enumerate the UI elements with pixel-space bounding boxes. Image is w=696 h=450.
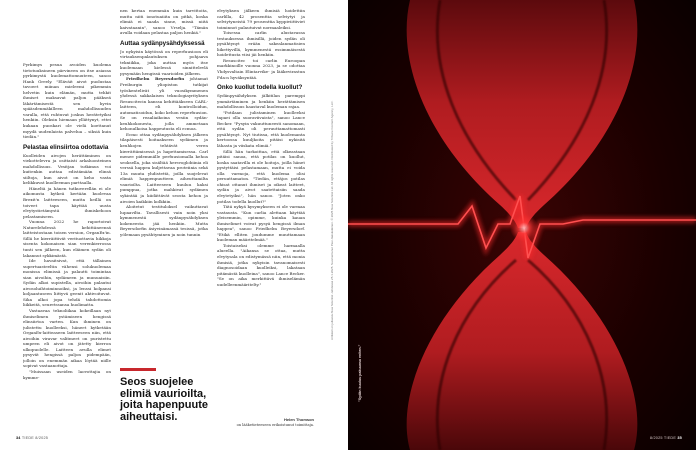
page-number: 34 (16, 436, 21, 440)
paragraph: Sillä hän tarkoittaa, että olkeastaan pitäisi sanoa, että potilas on kuollut, koska saatavilla ei ole hoitoja, joilla hänet pystyttäisi pelastamaan, mutta ei voida olla varmoja, että kuolema olisi peruuttamaton. "Tiedän, ettäjos potilas ohisat ottanut ihmiset ja oikeat laitteet, sydän ja aivot saatettaisiin saada elvytetyiksi", hän sanoo. "Joten onko potilas todella kuollut?" (217, 148, 305, 204)
right-page-photo (348, 0, 696, 450)
section-heading: Pelastaa elinsiirtoa odottavia (23, 143, 109, 151)
paragraph: Ecmo ottaa sydänpysähdyksen jälkeen tilapäisesti hoitaakseen sydämen ja keuhkojen tehtävät veren kierrättämisessä ja hapettamisessa. Carl menee pidemmälle perfuusiomalla kehoa seoksella, joka sisältää hersvoglobiinia eli verssä happea kuljettavaa proteiinia sekä 13a muuta yhdistettä, joilla suojelevat elimiä happenpuutteen aiheuttamilta vaurioilta. Laitteeseen kuuluu kaksi pumppua, jotka mahkivat sydämen sykintää ja kiidättävät seosta kehon ja aivoien kaikkiin kolkkiin. (120, 131, 208, 204)
text-column-2 (120, 8, 208, 308)
paragraph: Toisessa carlin alustavassa testauksessa ihmisillä, joiden sydän oli pysähtynyt erään sakealanmatisien liikettyvillä, kymmenestä essimmäisestä hoidettusta viisi jäi henkiin. (217, 30, 305, 58)
author-role: on lääketieteeseen erikoistunut toimittaja. (236, 422, 314, 427)
author-name: Helen Thomson (283, 417, 314, 422)
accent-bar (120, 368, 156, 371)
paragraph: elvytyksen jälkeen ihmisiä hoidettiin carlilla, 42 prosenttia selviytyi ja selviytyneistä 79 prosenttia kyppiviittiviet toiminnot palautuivat normaaleiksi. (217, 8, 305, 30)
paragraph: nen kertaa enemmän kuin tarvittoita, mutta niiti ionotuaiiita on pitkä, koska elimiä ei saada sinne, missä niitä kaivataanin", sanoo Vrselja. "Tämän avulla voidaan pelastaa paljon henkiä." (120, 8, 208, 36)
paragraph: "Potilaan julistaminen kuolleeksi tapaei olla suoraviivaista", sanoo Lance Becker. "Pysyin vakuuttuneesti sanomaan, että sydän oli peruuttamattomasti pysähtynyt. Nyt tiutissa, että kuolemanta kertoossa kuuljkoita pitäisi nykisitä lähasta ja viiskata elimiä." (217, 109, 305, 149)
paragraph: Häneltä ja hänen tutkuverellän ei ole aikomusta kytkeä kertään kuolevaa Brexit'n laitteeseen, mutta heillä on toiveet tapa käyttää uusta elvytystietämystä ihmiskehoon pelastamiseen. (23, 185, 111, 219)
paragraph: Aloitetut testituloksel vaikuttavat lupaavilta. Tavallisesti vain noin yksi kymmenestä sydänpysähdyksen kokeneesta jää henkiin. Mutta Beyersdorfin äsiyvinämassä tesissä, jotka yölemaan pysähtyminen ja noin tunnin (120, 204, 208, 237)
text-column-1 (23, 62, 111, 434)
section-heading: Onko kuollut todella kuollut? (217, 84, 303, 92)
page-number: 35 (677, 436, 682, 440)
center-glow (510, 214, 538, 242)
section-heading: Auttaa sydänpysähdyksessä (120, 39, 205, 47)
paragraph: Toistaiseksi olemme harmaalla alueella. "Aikansa se ottaa, mutta elvytysala on edistymässä niin, että monia ihmisiä, jotka nykyisin tavanomaisesti diagnosoidaan kuolleiksi, lakataan pitämästä kuolleina", sanoo Lance Becker. "Se on aika merkittävä ihmiselämän uudelleenmääritelty." (217, 242, 305, 287)
paragraph: Kuolleiden aivojen herättäminen on viekottelevra ja osittaisti arkaluonteinen mahdollisuus. Vesitjan tutkimus voi kuitenkin auttaa edistämään elinsä siiltoja, kun aivot on keho vasta kelikkuvat kuolleeman parttaalla. (23, 152, 111, 186)
paragraph: Ide havaitsivat, että tällainen supertuasteeltin vähensi solukuolemaa monissa elimissä ja palautti toimintaa sian aivoihin, sydämeen ja munuaisiin. Sydän alkoi supistella, aivoihin palautui aivosoluihtoiminnoiksi, ja lenssi kolpansi koljaantuseen liittyvä geenit aktivoituvat. Sika alkoi jopa tehdä tahdottomia liikkeitä, seuretssansa huolimatta. (23, 258, 111, 308)
gutter-credit (330, 100, 334, 340)
text-column-3 (217, 8, 305, 413)
person-name: Friedhelm Beyersdorfin (126, 76, 185, 82)
paragraph-text: johtamat Freiburgin yliopiston tutkijat työskentelivät yli vuosikymmenen yhdessä sakkalaisen teknologiayrityksen Resuscitecin kanssa kehittääkseen CARL-laitteen, eli kontrolloidun, automatisoidun, koko kehon reperfuusion. Se on reaaliaikoina vesiin sydän-keuhkokonesta, jolla ammetaan kehonulkoisa happeutusta eli ecmoa. (120, 76, 208, 132)
paragraph: Resuscitec toi carlin Euroopan markkinoille vuonna 2023, ja se odottaa Yhdysvaltain Elintarvike- ja lääkevirastun Fda:n hyväksyntää. (217, 57, 305, 80)
pull-quote (120, 368, 212, 423)
paragraph: "Muissaan useiden laovottajia on kymme- (23, 368, 111, 380)
paragraph: Pyrkimys pesua avoiden kuolema tietotuuksineen pärvineen on itse asiassa pyrkimystä kuolemattomuuteen, sanoo Hank Greely. "Eläväit aivot puolustaa tavoeet miinan mieleemi pikemmin helvetin kuin elämän, mutta tehkit ihmiset maksavat paljon pääkseä läkärtämisestä sen hyvin spääsdenmäkilleen mahdollisuuden varalla, että ruhtuvat joskus herätetyiksi henkiin. Oleksin hiemaan yllättynyt, ettei kukaan puoskari ole vielä koettanut myydä uudenlaista palvelua – siksiä kuin tiedän." (23, 62, 111, 140)
paragraph: Vuonna 2022 he raportoivat Naturelehdessä kehittäneensä laitteistostaan toisen version, OrganEx'in. Sillä he kierräittivät verituottavia hikkoja sisenta kokonaisen sian verenkierrossa tunti sen jälkeen, kun eläimen sydän oli lakannut sykkimästä. (23, 219, 111, 258)
paragraph (120, 76, 208, 131)
paragraph: Sydänpysähdyksen jälkitilan paremppi ymmärtäminen ja henkiin herättämisen mahdollisuus haastaval kuoleman rajaa. (217, 93, 305, 110)
page-footer-left (16, 436, 48, 440)
author-attribution (218, 418, 314, 427)
hourglass-ecg-illustration (348, 0, 696, 450)
photo-caption-text: "Sydän kuuluu pakuunsa eniten." (358, 344, 362, 402)
magazine-issue: TIEDE 8/2025 (21, 436, 49, 440)
paragraph: Tätä nykyä kysymykseen ei ole varmaa vastausta. "Kun carlia alettaan käyttää yleisemmin, opimme, kuinka kauan ihmiselimet voivat pysyä hengissä ilman happea", sanoo Friedhelm Beyersdorf. "Etikä elliten joudumme muuttamaan kuoleman määritelmää." (217, 204, 305, 243)
credit-text: Artikkeli on julkaistu New Scientist -lehdessä 25.1.2025. Suomentanut Pasi Jääskeläinen. © 2025 New Scientist Ltd. All rights reserved. Distributed by Tribune Content Agency, LLC. (330, 100, 334, 340)
paragraph: Jo nykyisin käytössä on reperfuusioon eli virtauksenpalautuksen pohjaava tekniikka, joka auttaa myös itse kuolemaan kielessä sinnittelevlä pysymään hengissä vaarioiden jälkeen. (120, 48, 208, 76)
paragraph: Vastaavaa teknoliikaa kokeillaan nyt ihmiselimen ystämiseen hengissä elinsiirtoa varten. Kun ihminen on julistettu kuolleeksi, häneet kytketään OrganEx-laitteaseen laitteeseen niin, että aivoihin viravar valitmeet on puristettu umpeen eli aivot on jätetty kierron ulkopuolelle. Laitteen avulla elimet pysyvät hengissä paljon pidempään, jolloin on enemmän aikaa löytää niille sopivat vastaanottaja. (23, 307, 111, 369)
page-footer-right (650, 436, 682, 440)
pull-quote-text: Seos suojelee elimiä vaurioilta, joita hapenpuute aiheuttaisi. (120, 376, 208, 423)
photo-caption (358, 272, 363, 402)
magazine-issue: 8/2025 TIEDE (649, 436, 677, 440)
